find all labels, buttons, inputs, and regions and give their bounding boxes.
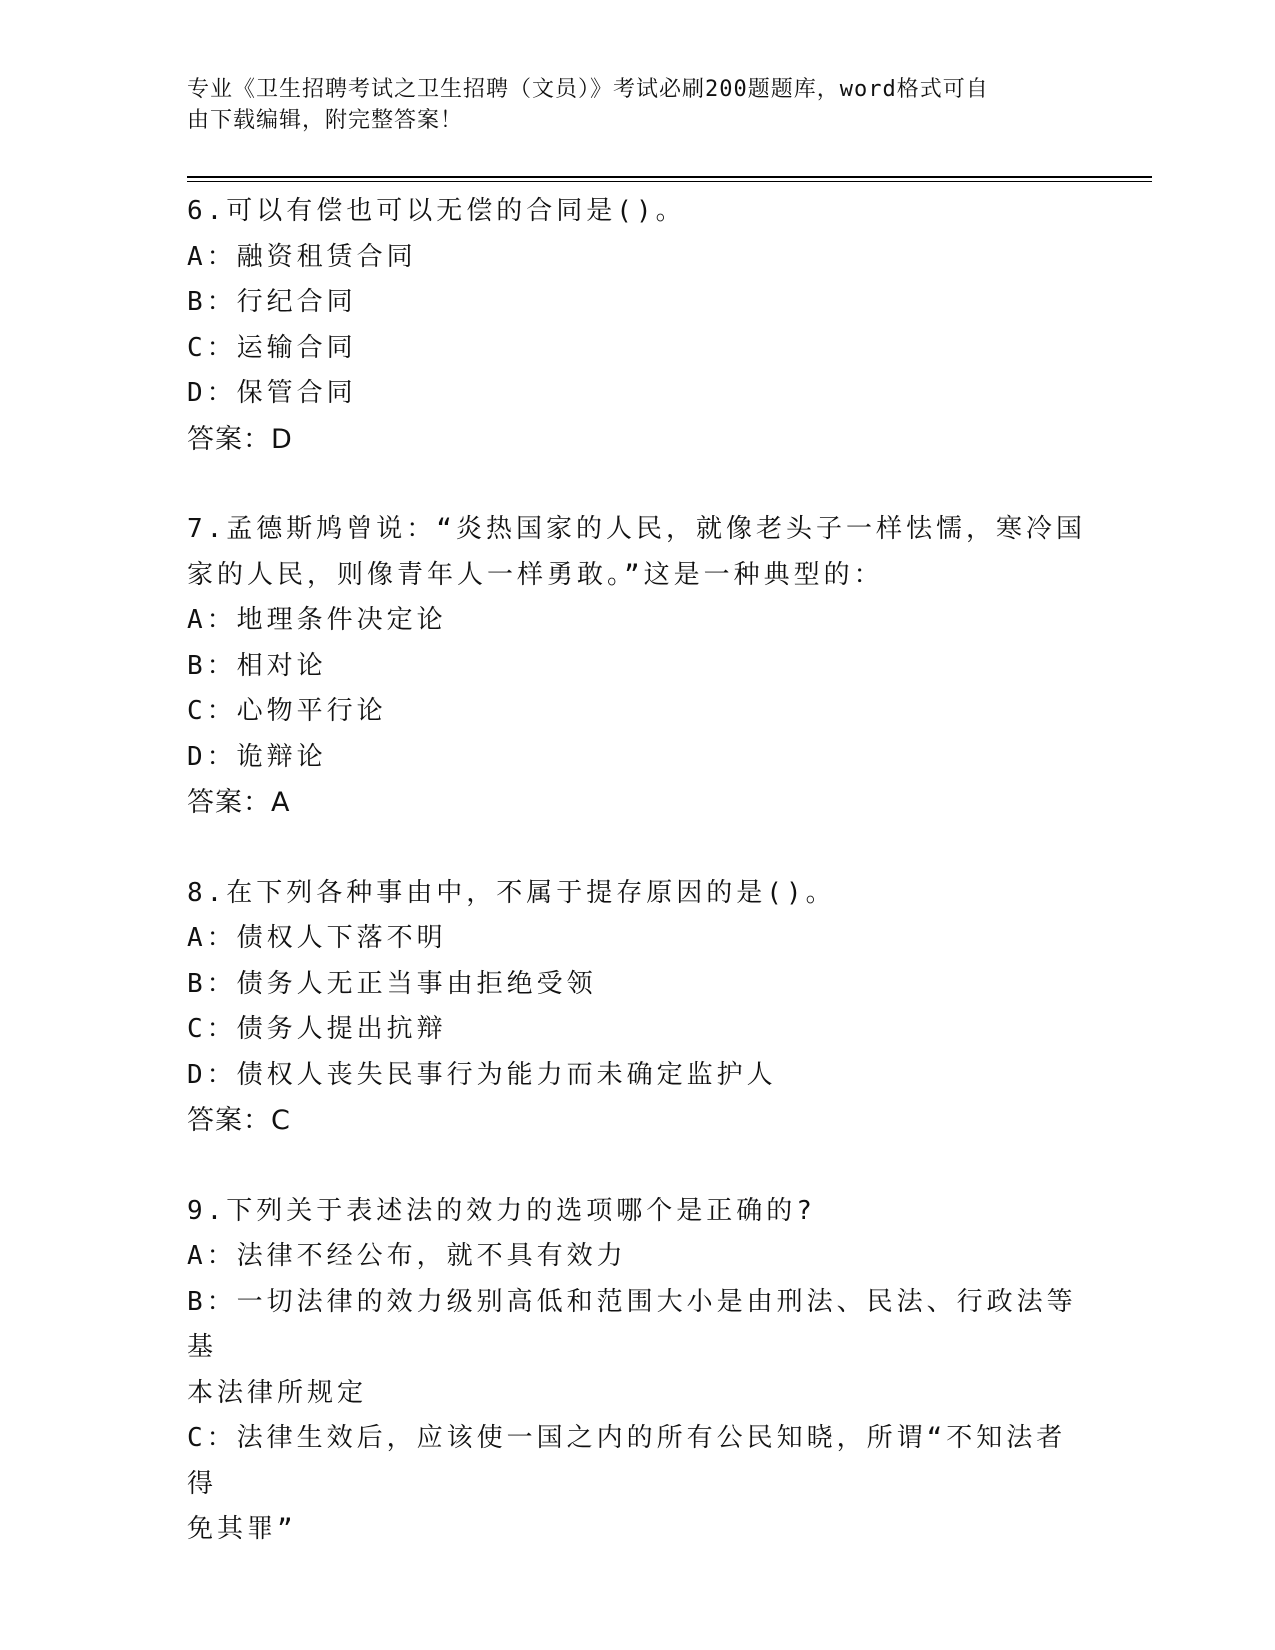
header-line-1: 专业《卫生招聘考试之卫生招聘（文员）》考试必刷200题题库，word格式可自 bbox=[187, 77, 989, 102]
question-6 bbox=[187, 189, 1087, 462]
option-c: C：债务人提出抗辩 bbox=[187, 1014, 447, 1044]
question-stem-line-2: 家的人民，则像青年人一样勇敢。”这是一种典型的： bbox=[187, 559, 884, 590]
option-c-line-2: 免其罪” bbox=[187, 1514, 297, 1544]
option-b: B：相对论 bbox=[187, 650, 327, 681]
option-c-line-1: C：法律生效后，应该使一国之内的所有公民知晓，所谓“不知法者得 bbox=[187, 1423, 1067, 1499]
header-divider-thick bbox=[187, 176, 1152, 178]
option-a: A：融资租赁合同 bbox=[187, 241, 417, 272]
question-stem: 6.可以有偿也可以无偿的合同是()。 bbox=[187, 196, 686, 226]
option-d: D：债权人丧失民事行为能力而未确定监护人 bbox=[187, 1059, 777, 1090]
option-c: C：心物平行论 bbox=[187, 696, 387, 726]
answer-line: 答案：C bbox=[187, 1105, 291, 1136]
question-stem-line-1: 7.孟德斯鸠曾说：“炎热国家的人民，就像老头子一样怯懦，寒冷国 bbox=[187, 514, 1086, 544]
option-b: B：行纪合同 bbox=[187, 287, 357, 317]
question-list bbox=[187, 189, 1087, 1553]
header-line-2: 由下载编辑，附完整答案！ bbox=[187, 108, 464, 133]
option-d: D：保管合同 bbox=[187, 378, 357, 408]
header-divider-thin bbox=[187, 181, 1152, 182]
option-a: A：法律不经公布，就不具有效力 bbox=[187, 1241, 627, 1271]
answer-line: 答案：D bbox=[187, 423, 293, 455]
question-stem: 8.在下列各种事由中，不属于提存原因的是()。 bbox=[187, 877, 836, 908]
question-7 bbox=[187, 507, 1087, 826]
option-c: C：运输合同 bbox=[187, 332, 357, 363]
question-spacer bbox=[187, 462, 1087, 507]
document-header bbox=[187, 74, 1067, 136]
answer-line: 答案：A bbox=[187, 787, 291, 818]
option-a: A：债权人下落不明 bbox=[187, 923, 447, 953]
option-b: B：债务人无正当事由拒绝受领 bbox=[187, 968, 597, 999]
question-stem: 9.下列关于表述法的效力的选项哪个是正确的? bbox=[187, 1195, 816, 1226]
question-9 bbox=[187, 1189, 1087, 1553]
option-b-line-2: 本法律所规定 bbox=[187, 1377, 368, 1408]
question-8 bbox=[187, 871, 1087, 1144]
question-spacer bbox=[187, 1144, 1087, 1189]
question-spacer bbox=[187, 826, 1087, 871]
option-b-line-1: B：一切法律的效力级别高低和范围大小是由刑法、民法、行政法等基 bbox=[187, 1286, 1077, 1362]
option-a: A：地理条件决定论 bbox=[187, 605, 447, 635]
option-d: D：诡辩论 bbox=[187, 741, 327, 772]
